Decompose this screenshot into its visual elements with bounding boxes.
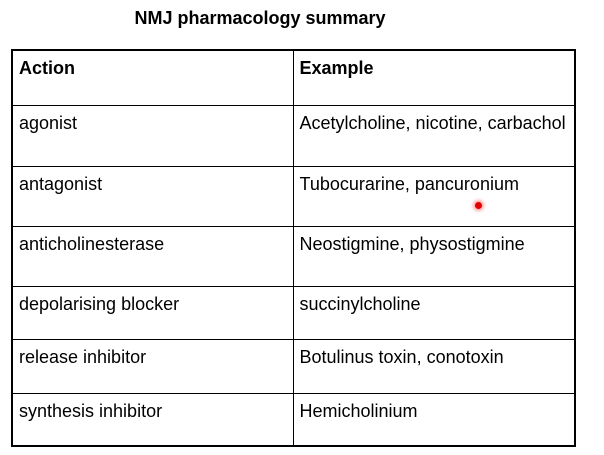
table-row [12, 339, 575, 393]
table-row [12, 286, 575, 339]
action-cell: synthesis inhibitor [12, 393, 293, 446]
example-cell: Hemicholinium [293, 393, 575, 446]
laser-pointer-icon [475, 202, 482, 209]
column-header-action: Action [12, 50, 293, 105]
page-title: NMJ pharmacology summary [134, 8, 386, 28]
table-row [12, 105, 575, 166]
example-cell: succinylcholine [293, 286, 575, 339]
table-row [12, 393, 575, 446]
example-cell: Botulinus toxin, conotoxin [293, 339, 575, 393]
action-cell: anticholinesterase [12, 226, 293, 286]
action-cell: depolarising blocker [12, 286, 293, 339]
example-cell: Neostigmine, physostigmine [293, 226, 575, 286]
table-row [12, 166, 575, 226]
table-header-row [12, 50, 575, 105]
summary-table [11, 49, 576, 447]
table-row [12, 226, 575, 286]
example-cell: Acetylcholine, nicotine, carbachol [293, 105, 575, 166]
example-cell: Tubocurarine, pancuronium [293, 166, 575, 226]
column-header-example: Example [293, 50, 575, 105]
action-cell: release inhibitor [12, 339, 293, 393]
action-cell: antagonist [12, 166, 293, 226]
action-cell: agonist [12, 105, 293, 166]
